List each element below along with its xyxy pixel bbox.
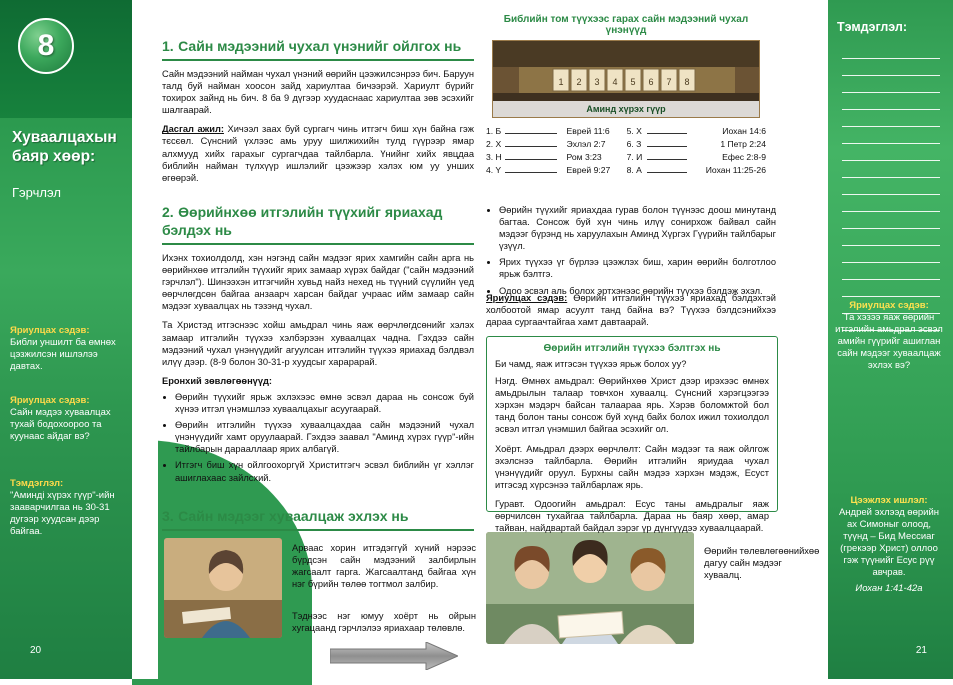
testimony-prep-item-1: Нэгд. Өмнөх амьдрал: Өөрийнхөө Христ дээр ирэхээс өмнөх амьдрылын талаар товчхон хуваалц. Сүнсний хэрэгцээгээ хэрхэн мэдэрч байсан талаараа ярь. Хэрэв боломжтой бол танд болон таны сонсож буй хүнд байх болох ижил тохиолдол эсвэл итгэл үнэмшил байгаа эсэхийг ол. [495,376,769,435]
ref-num: 4. Y [486,164,502,175]
section-1-heading [162,38,474,56]
ref-num-2: 7. И [626,151,643,162]
section-3-rule [162,529,474,531]
note-line[interactable] [842,280,940,297]
section-1-paragraph-1: Сайн мэдээний найман чухал үнэний өөрийн цээжилсэнрээ бич. Баруун талд буй найман хоосон зайд хариултаа бичээрэй. Хариулт бүрийг тохирох зайнд нь бич. 8 ба 9 дүгээр хуудаснаас хариултаа зөв эсэхийг шалгаарай. [162,69,475,116]
note-line[interactable] [842,127,940,144]
section-2-number: 2. [162,204,174,220]
ref-citation: Ром 3:23 [566,151,602,162]
section-3-heading [162,508,474,526]
mid-right-discussion-body: Өөрийн итгэлийн түүхээ яриахад бэлдэхтэй холбоотой ямар асуулт танд байна вэ? Түүхээ бэлдсэнийхээ дараа сургаачтайгаа хамт давтаарай. [486,293,776,328]
notes-lines [842,42,940,331]
section-1-title: Сайн мэдээний чухал үнэнийг ойлгох нь [178,38,462,54]
ref-citation: Еврей 9:27 [566,164,611,175]
bridge-photo-caption: Аминд хүрэх гүүр [493,101,759,117]
svg-text:2: 2 [576,77,582,87]
note-line[interactable] [842,263,940,280]
ref-blank[interactable] [505,124,567,137]
teacher-photo [164,538,282,638]
ref-num: 2. Х [486,138,502,149]
note-line[interactable] [842,76,940,93]
page-number-right: 21 [915,645,927,656]
ref-num-2: 6. З [626,138,642,149]
left-sidebar-block-1-head: Яриулцах сэдэв: [10,325,90,336]
note-line[interactable] [842,229,940,246]
mid-right-bullet-2: • Ярих түүхээ үг бүрлээ цээжлэх биш, харин өөрийн болготлоо ярьж бэлтгэ. [499,256,776,280]
note-line[interactable] [842,246,940,263]
left-sidebar-block-1 [10,325,130,373]
right-sidebar-block-2-verse: Иохан 1:41-42а [855,583,923,594]
arrow-icon [330,642,458,675]
note-line[interactable] [842,178,940,195]
left-sidebar-block-2-head: Яриулцах сэдэв: [10,395,90,406]
right-sidebar-block-2-head: Цээжлэх ишлэл: [850,495,928,506]
main-content [134,0,828,679]
ref-citation-2: Иохан 14:6 [722,125,766,136]
ref-blank[interactable] [505,137,567,150]
ref-citation: Еврей 11:6 [566,125,610,136]
section-3-title: Сайн мэдээг хуваалцаж эхлэх нь [178,508,409,524]
ref-num-2: 8. А [626,164,642,175]
right-sidebar-block-1-head: Яриулцах сэдэв: [849,300,929,311]
section-1-task-text: Хичээл заах буй сургагч чинь итгэгч биш хүн байна гэж тєсєөл. Сүнсний үхлээс амь уруу шилжихийн тулд гүүрээр ямар алхмууд хийх гарахыг сургагчдаа тайлбарла. Үнийнг хийх явцдаа библийн найман түлхүүр ишлэлийг цээжээр хэлэх юм уу унших өгөөрэй. [162,124,474,183]
left-sidebar-block-3-head: Тэмдэглэл: [10,478,64,489]
note-line[interactable] [842,59,940,76]
section-2-paragraph-2: Та Христэд итгэснээс хойш амьдрал чинь яаж өөрчлөгдсөнийг хэлэх замаар итгэлийн түүхээ хэлбэрээн хуваалцах чадна. Гэхдээ сайн мэдээний чухал үнэнүүдийг агуулсан итгэлийн түүхээ яриахад бэлдвэл илүү дээр. (8-9 болон 30-31-р хуудсыг харарарай. [162,320,474,367]
lesson-number-badge: 8 [18,18,74,74]
left-sidebar-block-1-body: Библи уншилт ба өмнөх цэзжилсэн ишлэлээ давтах. [10,337,116,372]
ref-blank-2[interactable] [647,150,695,163]
ref-blank-2[interactable] [647,137,695,150]
section-2-bullet-1: • Өөрийн түүхийг ярьж эхлэхээс өмнө эсвэл дараа нь сонсож буй хүнээ итгэл үнэмшлээ хуваалцахыг асуугаарай. [175,391,474,415]
section-3-number: 3. [162,508,174,524]
note-line[interactable] [842,212,940,229]
svg-text:3: 3 [594,77,600,87]
section-2-title: Өөрийнхөө итгэлийн түүхийг яриахад бэлдэх нь [162,204,443,238]
svg-text:5: 5 [630,77,636,87]
left-sidebar-block-3-body: "Аминдi хүрэх гүүр"-ийн зааварчилгаа нь 30-31 дугээр хуудсан дээр байгаа. [10,490,115,537]
right-sidebar-block-1 [835,300,943,372]
note-line[interactable] [842,93,940,110]
table-row [486,124,766,137]
table-row [486,150,766,163]
section-2-bullet-2: • Өөрийн итгэлийн түүхээ хуваалцахдаа сайн мэдээний чухал үнэнүүдийг хамт оруулаарай. Гэхдээ заавал "Аминд хүрэх гүүр"-ийн тайлбарын дарааллаар ярих албагүй. [175,419,474,455]
mid-right-bullets [486,204,776,303]
group-photo [486,532,694,644]
section-3-caption-right: Өөрийн төлевлөгөөнийхөө дагуу сайн мэдээг хуваалц. [704,546,820,581]
decorative-left-strip [132,0,158,679]
right-sidebar-block-2-body: Андрей эхлээд өөрийн ах Симоныг олоод, түүнд – Бид Мессиаг (грекээр Христ) оллоо гэж түүнийг Есус рүү авчрав. [838,507,940,578]
testimony-prep-intro: Би чамд, яаж итгэсэн түүхээ ярьж болох уу? [495,359,687,369]
testimony-prep-item-3: Гуравт. Одоогийн амьдрал: Есус таны амьдралыг яаж өөрчилсөн тухайгаа тайлбарла. Дараа нь баяр хөөр, амар тайван, найдвартай байдал зэрэг үр дүнгүүдээ хуваалцаарай. [495,498,769,534]
left-sidebar-block-3 [10,478,130,538]
right-sidebar-block-2 [835,495,943,595]
section-2-paragraph-1: Ихэнх тохиолдолд, хэн нэгэнд сайн мэдээг ярих хамгийн сайн арга нь өөрийнхөө итгэлийн түүхийг ярих замаар хүрэх байдаг ("сайн мэдээний гэрчлэл"). Шинээхэн итгэгчийн хувьд найз нехед нь түүний сүүлийн үед өөрчлөгдсөн байгаа анзаарч харсан байдаг учраас ийм замаар сайн мэдээг хуваалцах нь тэзэнд чухал. [162,253,474,312]
note-line[interactable] [842,144,940,161]
section-2-subhead: Еронхий зөвлөгөөнүүд: [162,375,273,386]
top-panel-title: Библийн том түүхээс гарах сайн мэдээний чухал үнэнүүд [503,14,749,36]
section-2-bullet-3: • Итгэгч биш хүн ойлгоохоргүй Христитгэгч эсвэл библийн үг хэллэг ашиглахаас зайлсхий. [175,459,474,483]
right-sidebar [828,0,953,679]
ref-blank-2[interactable] [647,124,695,137]
section-1-number: 1. [162,38,174,54]
reference-table [486,124,766,176]
bridge-photo [492,40,760,118]
right-sidebar-block-1-body: Та хэзээ яаж өөрийн итгэлийн амьдрал эсвэл амийн гүүрийг ашиглан сайн мэдээг хуваалцаж эхлэх вэ? [835,312,943,371]
note-line[interactable] [842,110,940,127]
section-2-heading [162,204,474,240]
table-row [486,137,766,150]
left-sidebar-title: Хуваалцахын баяр хөөр: [12,129,117,165]
mid-right-bullet-1: • Өөрийн түүхийг яриахдаа гурав болон түүнээс доош минутанд багтаа. Сонсож буй хүн чинь илүү сонирхож байвал сайн мэдээг бүрэнд нь харуулахын Аминд Хүргэх Гүүрийн тайлбарыг үзүүл. [499,204,776,252]
section-1 [162,38,474,191]
section-1-task-label: Дасгал ажил: [162,124,224,135]
ref-citation-2: 1 Петр 2:24 [720,138,766,149]
table-row [486,163,766,176]
svg-text:4: 4 [612,77,618,87]
group-photo-art [486,532,694,644]
note-line[interactable] [842,195,940,212]
ref-blank[interactable] [505,150,567,163]
ref-citation-2: Иохан 11:25-26 [705,164,766,175]
ref-citation: Эхлэл 2:7 [566,138,606,149]
teacher-photo-art [164,538,282,638]
left-sidebar [0,0,134,679]
mid-right-discussion [486,292,776,335]
note-line[interactable] [842,42,940,59]
mid-right-discussion-head: Яриулцах сэдэв: [486,293,568,303]
ref-num: 3. Н [486,151,502,162]
section-2 [162,204,474,490]
ref-num-2: 5. Х [626,125,642,136]
testimony-prep-item-2: Хоёрт. Амьдрал дээрх өөрчлөлт: Сайн мэдээг та яаж ойлгож эхэлснээ тайлбарла. Өөрийн итгэлийн яриудаа чухал үнэнүүдийг оруул. Бурхны сайн мэдээ хэрхэн мэдэж, Есуст итгэсэд хүрсэнээ тайлбарлаж ярь. [495,443,769,490]
notes-title: Тэмдэглэл: [837,20,907,34]
section-1-task [162,123,474,183]
svg-text:6: 6 [648,77,654,87]
section-3-caption-left-2: Тэднээс нэг юмуу хоёрт нь ойрын хугацаанд гэрчлэлээ яриахаар төлөвлө. [292,611,476,634]
mid-right-bullet-3: • Одоо эсвэл аль болох эртхэнээс өөрийн түүхээ бэлдэж эхэл. [499,285,776,297]
svg-text:7: 7 [666,77,672,87]
ref-blank[interactable] [505,163,567,176]
left-sidebar-block-2 [10,395,130,443]
ref-blank-2[interactable] [647,163,695,176]
svg-text:8: 8 [684,77,690,87]
testimony-prep-title: Өөрийн итгэлийн түүхээ бэлтгэх нь [543,343,721,354]
mid-right-bullet-list [486,204,776,297]
left-sidebar-subtitle: Гэрчлэл [12,185,61,200]
page-number-left: 20 [30,645,42,656]
section-3 [162,508,474,531]
note-line[interactable] [842,161,940,178]
ref-num: 1. Б [486,125,502,136]
section-2-bullets [162,391,474,484]
testimony-prep-box [486,336,778,534]
reference-answers-grid [486,124,766,176]
section-3-caption-left: Арваас хорин итгэдэггүй хүний нэрээс бүрдсэн сайн мэдээний залбирлын жагсаалт гарга. Жагсаалтанд байгаа хүн нэг бүрийн төлөө тогтмол залбир. [292,543,476,590]
left-sidebar-block-2-body: Сайн мэдээ хуваалцах тухай бодохоороо та куунаас айдаг вэ? [10,407,111,442]
svg-text:1: 1 [558,77,564,87]
ref-citation-2: Ефес 2:8-9 [722,151,766,162]
